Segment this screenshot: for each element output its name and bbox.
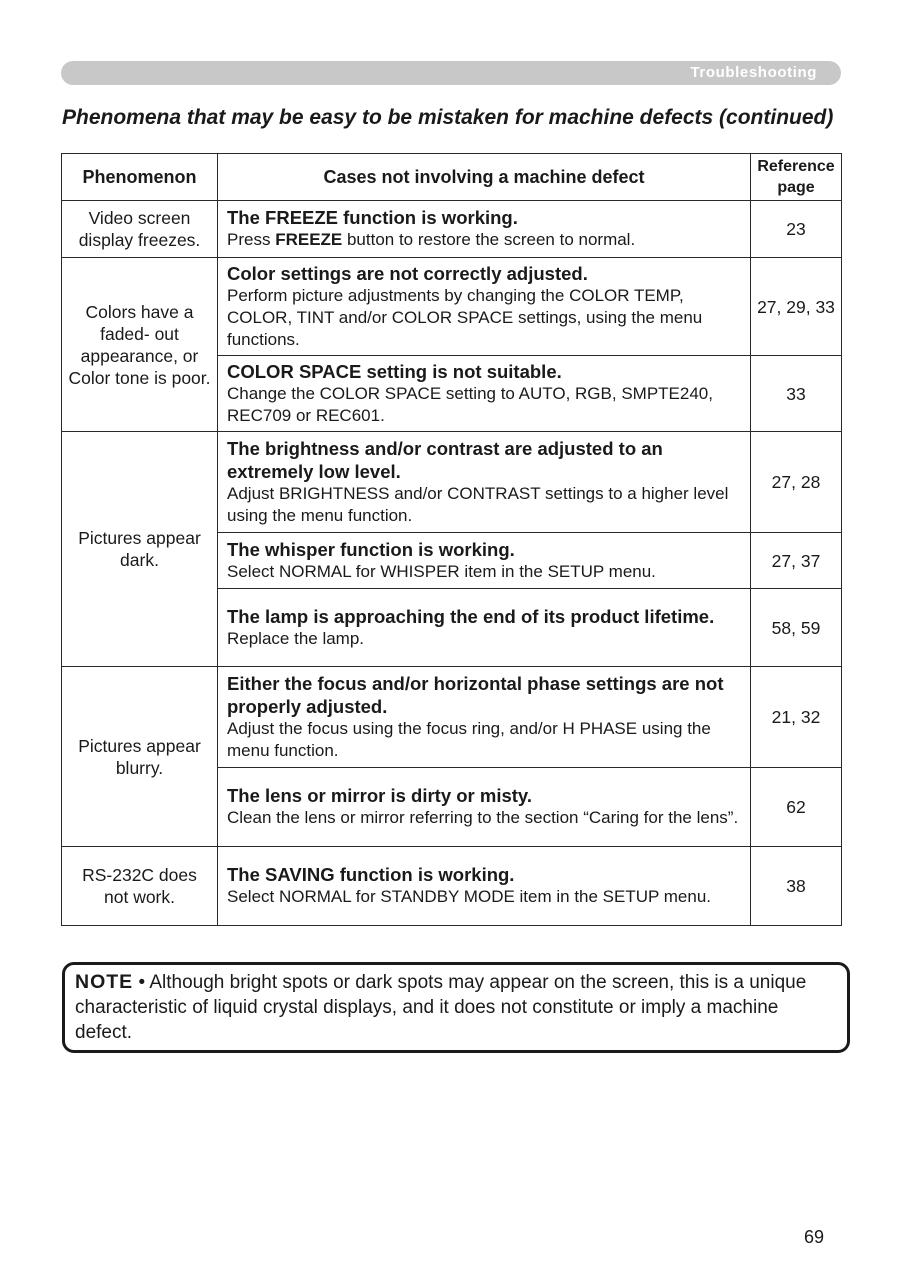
case-heading: COLOR SPACE setting is not suitable.: [227, 360, 562, 382]
case-description: Replace the lamp.: [227, 628, 365, 648]
phenomenon-cell: RS-232C does not work.: [62, 847, 218, 926]
case-heading: The brightness and/or contrast are adjusted to an extremely low level.: [227, 437, 663, 482]
page-title: Phenomena that may be easy to be mistaken for machine defects (continued): [62, 106, 834, 129]
note-box: [62, 962, 850, 1053]
case-heading: The SAVING function is working.: [227, 864, 515, 885]
case-heading: The whisper function is working.: [227, 538, 515, 560]
case-cell: [218, 667, 751, 768]
table-header-row: [62, 154, 842, 201]
phenomenon-cell: Video screen display freezes.: [62, 201, 218, 258]
phenomenon-cell: Pictures appear dark.: [62, 432, 218, 667]
reference-page-cell: 62: [751, 768, 842, 847]
section-header-bar: [61, 61, 841, 85]
case-cell: [218, 847, 751, 926]
case-heading: Color settings are not correctly adjusted.: [227, 262, 588, 284]
note-text: • Although bright spots or dark spots may appear on the screen, this is a unique characteristic of liquid crystal displays, and it does not constitute or imply a machine defect.: [75, 972, 807, 1043]
case-description: Change the COLOR SPACE setting to AUTO, RGB, SMPTE240, REC709 or REC601.: [227, 383, 713, 425]
case-heading: The FREEZE function is working.: [227, 207, 518, 228]
table-row: [62, 667, 842, 768]
reference-page-cell: 38: [751, 847, 842, 926]
reference-page-cell: 58, 59: [751, 589, 842, 667]
troubleshooting-table: [61, 153, 842, 926]
column-header-phenomenon: Phenomenon: [62, 154, 218, 201]
reference-page-cell: 23: [751, 201, 842, 258]
reference-page-cell: 27, 29, 33: [751, 258, 842, 356]
case-description: Adjust the focus using the focus ring, and/or H PHASE using the menu function.: [227, 718, 711, 760]
reference-page-cell: 27, 37: [751, 533, 842, 589]
table-row: [62, 847, 842, 926]
case-description: Press FREEZE button to restore the screen to normal.: [227, 230, 636, 249]
phenomenon-cell: Pictures appear blurry.: [62, 667, 218, 847]
case-description: Select NORMAL for STANDBY MODE item in the SETUP menu.: [227, 887, 712, 906]
case-heading: Either the focus and/or horizontal phase settings are not properly adjusted.: [227, 672, 724, 717]
case-description: Adjust BRIGHTNESS and/or CONTRAST settings to a higher level using the menu function.: [227, 483, 729, 525]
case-cell: [218, 356, 751, 432]
case-description: Select NORMAL for WHISPER item in the SETUP menu.: [227, 561, 656, 581]
case-heading: The lens or mirror is dirty or misty.: [227, 785, 532, 806]
reference-page-cell: 33: [751, 356, 842, 432]
case-cell: [218, 589, 751, 667]
case-cell: [218, 201, 751, 258]
column-header-cases: Cases not involving a machine defect: [218, 154, 751, 201]
column-header-reference: Reference page: [751, 154, 842, 201]
note-label: NOTE: [75, 971, 134, 993]
case-heading: The lamp is approaching the end of its product lifetime.: [227, 605, 715, 627]
reference-page-cell: 21, 32: [751, 667, 842, 768]
case-cell: [218, 258, 751, 356]
reference-page-cell: 27, 28: [751, 432, 842, 533]
table-row: [62, 432, 842, 533]
case-description: Clean the lens or mirror referring to the section “Caring for the lens”.: [227, 808, 739, 827]
case-description: Perform picture adjustments by changing the COLOR TEMP, COLOR, TINT and/or COLOR SPACE settings, using the menu functions.: [227, 285, 703, 349]
section-title: Troubleshooting: [690, 64, 817, 81]
case-cell: [218, 768, 751, 847]
case-cell: [218, 533, 751, 589]
phenomenon-cell: Colors have a faded- out appearance, or Color tone is poor.: [62, 258, 218, 432]
table-row: [62, 201, 842, 258]
table-row: [62, 258, 842, 356]
case-cell: [218, 432, 751, 533]
page-number: 69: [804, 1227, 825, 1247]
